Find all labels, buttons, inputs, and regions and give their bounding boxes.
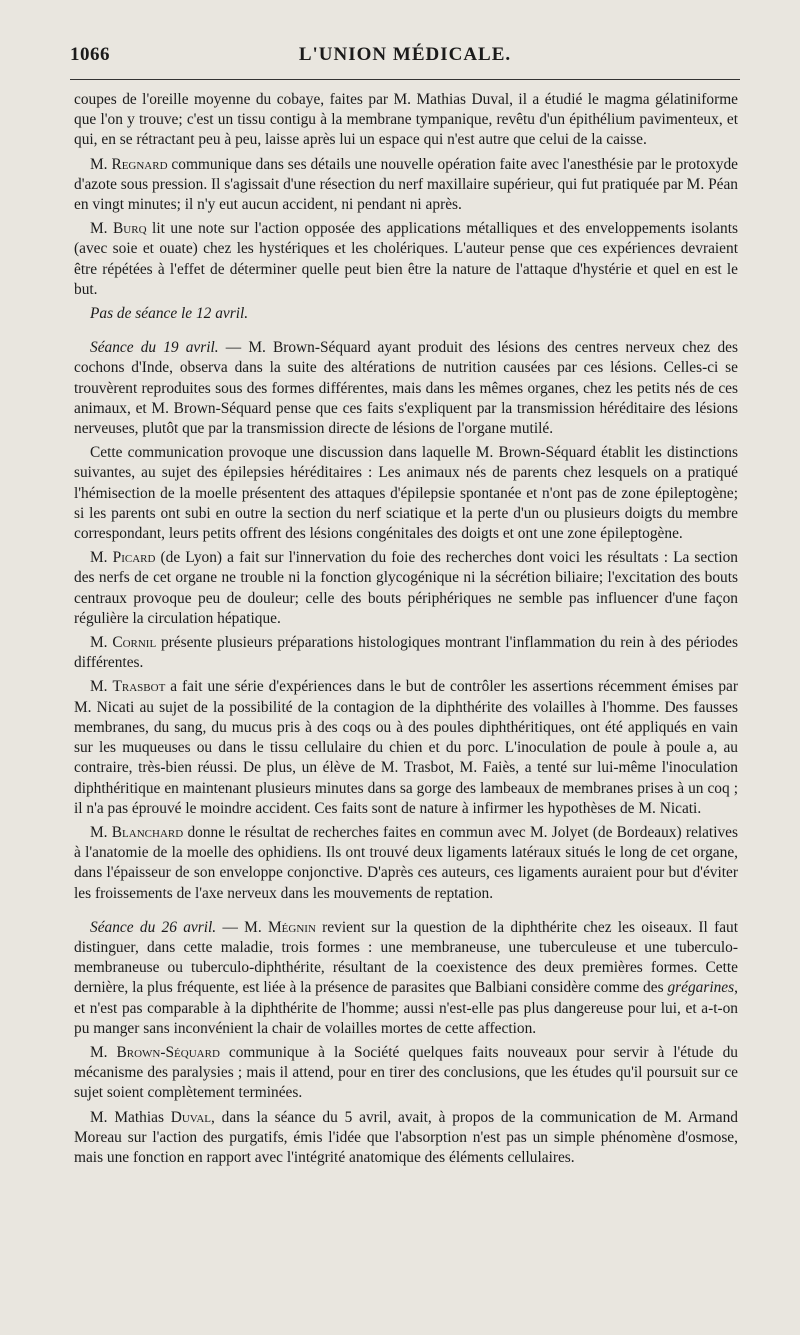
- author-name: Trasbot: [112, 678, 166, 696]
- page-header: [70, 44, 740, 72]
- paragraph-1: coupes de l'oreille moyenne du cobaye, faites par M. Mathias Duval, il a étudié le magma gélatiniforme que l'on y trouve; c'est un tissu contigu à la membrane tympanique, revêtu d'un épithélium pavimenteux, et qui, en se rétractant peu à peu, laisse après lui un espace qui n'est autre que celui de la caisse.: [74, 91, 738, 149]
- author-name: Mégnin: [267, 918, 316, 936]
- author-name: Blanchard: [111, 823, 184, 841]
- paragraph-6: Cette communication provoque une discussion dans laquelle M. Brown-Séquard établit les distinctions suivantes, au sujet des épilepsies héréditaires : Les animaux nés de parents chez lesquels on a pratiqué l'hémisection de la moelle présentent des attaques d'épilepsie spontanée et n'ont pas de zone épileptogène; si les parents ont subi en outre la section du nerf sciatique et la perte d'un ou plusieurs doigts du membre correspondant, leurs petits offrent des lésions congénitales des doigts et ont une zone épileptogène.: [74, 444, 738, 543]
- paragraph-8: M. Cornil présente plusieurs préparations histologiques montrant l'inflammation du rein à des périodes différentes.: [74, 634, 738, 672]
- paragraph-4: Pas de séance le 12 avril.: [90, 305, 249, 323]
- paragraph-10: M. Blanchard donne le résultat de recherches faites en commun avec M. Jolyet (de Bordeaux) relatives à l'anatomie de la moelle des ophidiens. Ils ont trouvé deux ligaments latéraux situés le long de cet organe, dans l'épaisseur de son enveloppe conjonctive. D'après ces auteurs, ces ligaments auraient pour but d'éviter les froissements de l'axe nerveux dans les mouvements de reptation.: [74, 823, 739, 902]
- paragraph-12: M. Brown-Séquard communique à la Société quelques faits nouveaux pour servir à l'étude du mécanisme des paralysies ; mais il attend, pour en tirer des conclusions, que les études qu'il poursuit sur ce sujet soient complètement terminées.: [74, 1043, 738, 1102]
- session-heading: Séance du 19 avril.: [90, 339, 219, 357]
- article-body: [74, 90, 738, 1172]
- paragraph-2: M. Regnard communique dans ses détails une nouvelle opération faite avec l'anesthésie par le protoxyde d'azote sous pression. Il s'agissait d'une résection du nerf maxillaire supérieur, qui fut pratiquée par M. Péan en vingt minutes; il n'y eut aucun accident, ni pendant ni après.: [74, 155, 738, 214]
- paragraph-9: M. Trasbot a fait une série d'expériences dans le but de contrôler les assertions récemment émises par M. Nicati au sujet de la possibilité de la contagion de la diphthérite des volailles à l'homme. Des fausses membranes, du sang, du mucus pris à des coqs ou à des poules diphthéritiques, ont été appliqués en vain sur les muqueuses ou dans le tissu cellulaire du chien et du porc. L'inoculation de poule à poule a, au contraire, très-bien réussi. De plus, un élève de M. Trasbot, M. Faiès, a tenté sur lui-même l'inoculation diphthéritique en maintenant plusieurs minutes dans sa gorge des lambeaux de membranes prises à un coq ; il n'a pas éprouvé le moindre accident. Ces faits sont de nature à infirmer les hypothèses de M. Nicati.: [74, 678, 738, 817]
- header-rule: [70, 79, 740, 80]
- author-name: Brown-Séquard: [116, 1043, 220, 1061]
- author-name: Picard: [112, 549, 156, 567]
- paragraph-7: M. Picard (de Lyon) a fait sur l'innervation du foie des recherches dont voici les résultats : La section des nerfs de cet organe ne trouble ni la fonction glycogénique ni la sécrétion biliaire; l'excitation des bouts centraux provoque peu de douleur; celle des bouts périphériques ne semble pas influencer d'une façon régulière la circulation hépatique.: [74, 549, 739, 627]
- paragraph-11: Séance du 26 avril. — M. Mégnin revient sur la question de la diphthérite chez les oiseaux. Il faut distinguer, dans cette maladie, trois formes : une membraneuse, une tuberculeuse et une tuberculo-membraneuse ou tuberculo-diphthérite, résultant de la coexistence des deux premières formes. Cette dernière, la plus fréquente, est liée à la présence de parasites que Balbiani considère comme des grégarines, et n'est pas comparable à la diphthérite de l'homme; aussi n'est-elle pas plus dangereuse pour lui, et a-t-on pu manger sans inconvénient la chair de volailles mortes de cette affection.: [74, 918, 738, 1037]
- session-heading: Séance du 26 avril.: [90, 918, 217, 936]
- paragraph-5: Séance du 19 avril. — M. Brown-Séquard ayant produit des lésions des centres nerveux chez des cochons d'Inde, observa dans la suite des altérations de nutrition causées par ces lésions. Celles-ci se trouvèrent reproduites sous des formes différentes, mais dans les mêmes organes, chez les petits nés de ces animaux, et M. Brown-Séquard pense que ces faits s'expliquent par la transmission héréditaire des lésions nerveuses, plutôt que par la transmission directe de lésions de l'organe mutilé.: [74, 339, 738, 438]
- running-title: L'UNION MÉDICALE.: [298, 44, 512, 65]
- author-name: Duval: [170, 1108, 211, 1126]
- author-name: Cornil: [112, 634, 157, 652]
- author-name: Regnard: [111, 155, 168, 173]
- page-number: 1066: [70, 44, 110, 65]
- paragraph-3: M. Burq lit une note sur l'action opposée des applications métalliques et des enveloppements isolants (avec soie et ouate) chez les hystériques et les cholériques. L'auteur pense que ces expériences devraient être répétées à l'effet de déterminer quelle peut bien être la nature de l'attaque d'hystérie et quel en est le but.: [74, 220, 738, 298]
- author-name: Burq: [113, 220, 147, 238]
- paragraph-13: M. Mathias Duval, dans la séance du 5 avril, avait, à propos de la communication de M. Armand Moreau sur l'action des purgatifs, émis l'idée que l'absorption n'est pas un simple phénomène d'osmose, mais une fonction en rapport avec l'intégrité anatomique des éléments cellulaires.: [74, 1108, 739, 1166]
